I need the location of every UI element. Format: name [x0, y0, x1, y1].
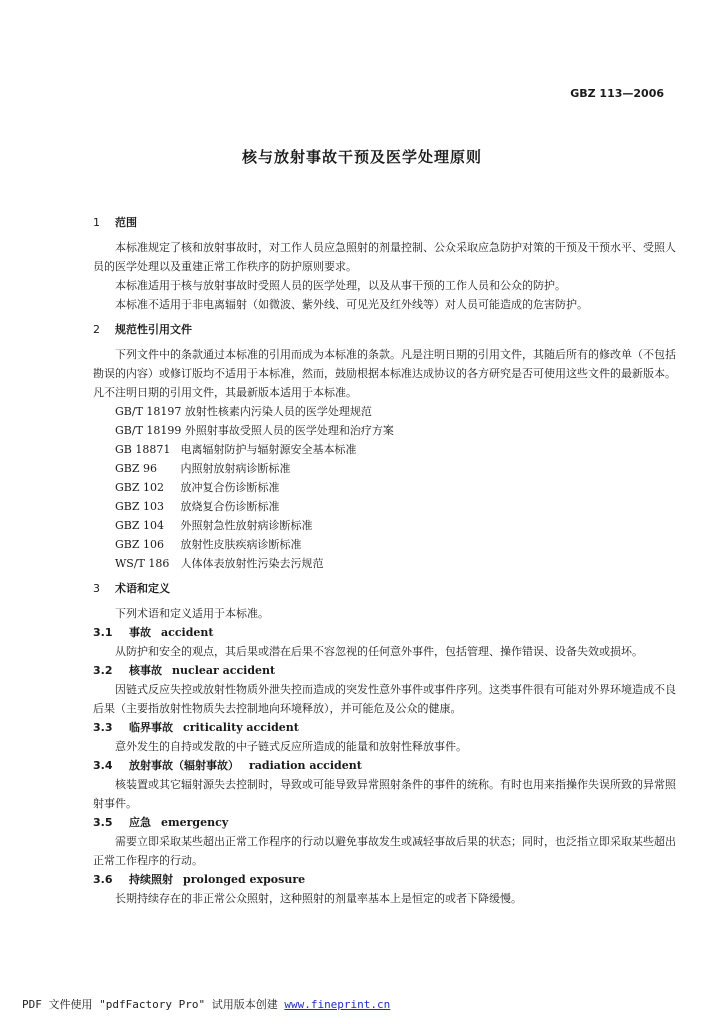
term-chinese: 事故: [129, 626, 151, 639]
reference-title: 内照射放射病诊断标准: [180, 462, 291, 475]
term-definition: 长期持续存在的非正常公众照射，这种照射的剂量率基本上是恒定的或者下降缓慢。: [115, 892, 522, 905]
term-definition: 从防护和安全的观点，其后果或潜在后果不容忽视的任何意外事件，包括管理、操作错误、设备失效或损坏。: [115, 645, 643, 658]
section-title: 规范性引用文件: [115, 323, 192, 336]
section-number: 1: [93, 216, 100, 229]
term-english: accident: [161, 626, 214, 639]
term-chinese: 持续照射: [129, 873, 173, 886]
section-2-heading: [93, 320, 678, 339]
term-heading: [93, 623, 678, 642]
term-number: 3.2: [93, 664, 113, 677]
fineprint-link[interactable]: www.fineprint.cn: [284, 998, 391, 1011]
term-english: nuclear accident: [172, 664, 276, 677]
term-heading: [93, 756, 678, 775]
reference-item: [93, 421, 678, 440]
document-title: 核与放射事故干预及医学处理原则: [241, 148, 482, 166]
term-number: 3.1: [93, 626, 113, 639]
term-chinese: 核事故: [129, 664, 162, 677]
reference-title: 外照射事故受照人员的医学处理和治疗方案: [184, 424, 394, 437]
term-chinese: 应急: [129, 816, 151, 829]
section-title: 范围: [115, 216, 137, 229]
term-english: prolonged exposure: [183, 873, 306, 886]
reference-code: GBZ 106: [115, 538, 165, 551]
term-chinese: 放射事故（辐射事故）: [129, 759, 239, 772]
section-3-heading: [93, 579, 678, 598]
reference-code: GB 18871: [115, 443, 171, 456]
reference-title: 电离辐射防护与辐射源安全基本标准: [180, 443, 357, 456]
term-english: radiation accident: [249, 759, 362, 772]
reference-item: [93, 478, 678, 497]
reference-code: GBZ 103: [115, 500, 165, 513]
footer-text: PDF 文件使用 "pdfFactory Pro" 试用版本创建: [22, 998, 285, 1011]
section-title: 术语和定义: [115, 582, 170, 595]
reference-code: GB/T 18199: [115, 424, 182, 437]
term-definition: 意外发生的自持或发散的中子链式反应所造成的能量和放射性释放事件。: [115, 740, 467, 753]
reference-code: GBZ 96: [115, 462, 158, 475]
pdf-watermark-footer: [22, 996, 390, 1012]
reference-code: WS/T 186: [115, 557, 170, 570]
term-number: 3.3: [93, 721, 113, 734]
term-heading: [93, 813, 678, 832]
paragraph: 本标准适用于核与放射事故时受照人员的医学处理，以及从事干预的工作人员和公众的防护。: [115, 279, 566, 292]
reference-list: [93, 402, 678, 573]
reference-item: [93, 497, 678, 516]
term-number: 3.6: [93, 873, 113, 886]
document-body: [93, 207, 678, 908]
reference-title: 放射性核素内污染人员的医学处理规范: [184, 405, 372, 418]
reference-title: 人体体表放射性污染去污规范: [180, 557, 324, 570]
section-number: 2: [93, 323, 100, 336]
reference-title: 放冲复合伤诊断标准: [180, 481, 280, 494]
document-code: GBZ 113—2006: [570, 87, 664, 100]
reference-item: [93, 459, 678, 478]
reference-item: [93, 554, 678, 573]
reference-code: GB/T 18197: [115, 405, 182, 418]
paragraph: 下列文件中的条款通过本标准的引用而成为本标准的条款。凡是注明日期的引用文件，其随后所有的修改单（不包括勘误的内容）或修订版均不适用于本标准，然而，鼓励根据本标准达成协议的各方研究是否可使用这些文件的最新版本。凡不注明日期的引用文件，其最新版本适用于本标准。: [93, 348, 676, 399]
section-number: 3: [93, 582, 100, 595]
term-chinese: 临界事故: [129, 721, 173, 734]
term-definition: 核装置或其它辐射源失去控制时，导致或可能导致异常照射条件的事件的统称。有时也用来指操作失误所致的异常照射事件。: [93, 778, 676, 810]
term-definition: 需要立即采取某些超出正常工作程序的行动以避免事故发生或减轻事故后果的状态；同时，也泛指立即采取某些超出正常工作程序的行动。: [93, 835, 676, 867]
reference-item: [93, 516, 678, 535]
term-english: emergency: [161, 816, 229, 829]
term-heading: [93, 718, 678, 737]
paragraph: 下列术语和定义适用于本标准。: [115, 607, 269, 620]
reference-code: GBZ 102: [115, 481, 165, 494]
reference-title: 外照射急性放射病诊断标准: [180, 519, 313, 532]
section-1-heading: [93, 213, 678, 232]
term-number: 3.4: [93, 759, 113, 772]
term-heading: [93, 870, 678, 889]
reference-code: GBZ 104: [115, 519, 165, 532]
paragraph: 本标准不适用于非电离辐射（如微波、紫外线、可见光及红外线等）对人员可能造成的危害防护。: [115, 298, 588, 311]
reference-title: 放射性皮肤疾病诊断标准: [180, 538, 302, 551]
term-definition: 因链式反应失控或放射性物质外泄失控而造成的突发性意外事件或事件序列。这类事件很有可能对外界环境造成不良后果（主要指放射性物质失去控制地向环境释放），并可能危及公众的健康。: [93, 683, 676, 715]
reference-item: [93, 402, 678, 421]
term-heading: [93, 661, 678, 680]
term-number: 3.5: [93, 816, 113, 829]
reference-title: 放烧复合伤诊断标准: [180, 500, 280, 513]
paragraph: 本标准规定了核和放射事故时，对工作人员应急照射的剂量控制、公众采取应急防护对策的干预及干预水平、受照人员的医学处理以及重建正常工作秩序的防护原则要求。: [93, 241, 676, 273]
reference-item: [93, 535, 678, 554]
reference-item: [93, 440, 678, 459]
term-english: criticality accident: [183, 721, 299, 734]
